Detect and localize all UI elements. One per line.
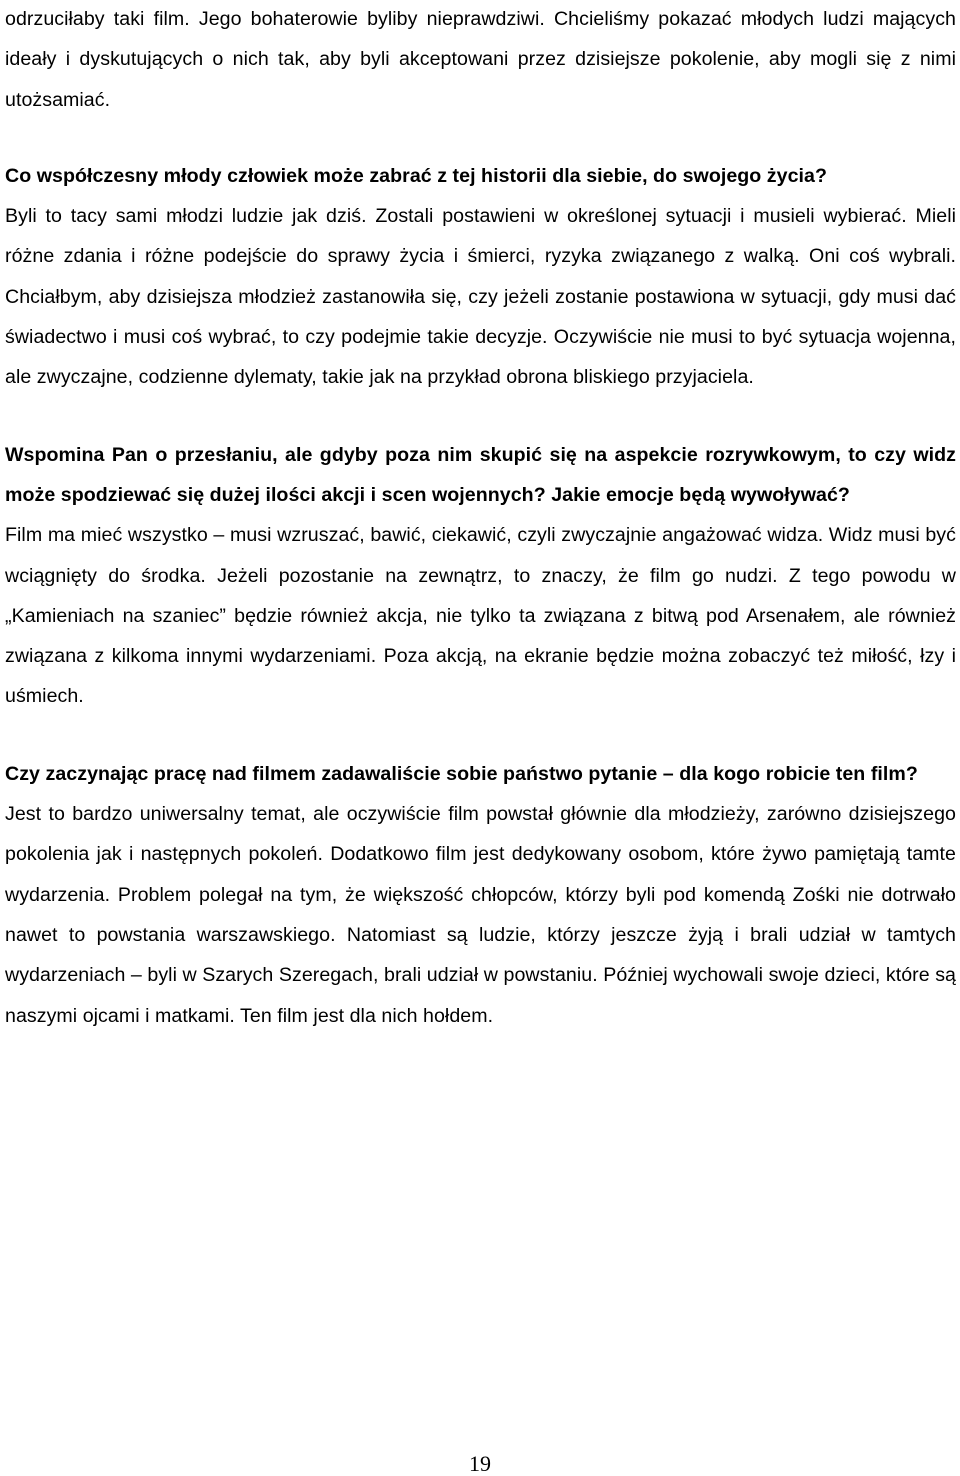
interview-question-1: Co współczesny młody człowiek może zabrać z tej historii dla siebie, do swojego życia? [5,164,828,187]
document-page [5,0,956,1036]
interview-answer-1: Byli to tacy sami młodzi ludzie jak dziś. Zostali postawieni w określonej sytuacji i musieli wybierać. Mieli różne zdania i różne podejście do sprawy życia i śmierci, ryzyka związanego z walką. Oni coś wybrali. Chciałbym, aby dzisiejsza młodzież zastanowiła się, czy jeżeli zostanie postawiona w sytuacji, gdy musi dać świadectwo i musi coś wybrać, to czy podejmie takie decyzje. Oczywiście nie musi to być sytuacja wojenna, ale zwyczajne, codzienne dylematy, takie jak na przykład obrona bliskiego przyjaciela. [5,205,956,389]
interview-answer-3: Jest to bardzo uniwersalny temat, ale oczywiście film powstał głównie dla młodzieży, zarówno dzisiejszego pokolenia jak i następnych pokoleń. Dodatkowo film jest dedykowany osobom, które żywo pamiętają tamte wydarzenia. Problem polegał na tym, że większość chłopców, którzy byli pod komendą Zośki nie dotrwało nawet to powstania warszawskiego. Natomiast są ludzie, którzy jeszcze żyją i brali udział w tamtych wydarzeniach – byli w Szarych Szeregach, brali udział w powstaniu. Później wychowali swoje dzieci, które są naszymi ojcami i matkami. Ten film jest dla nich hołdem. [5,803,956,1027]
interview-question-3: Czy zaczynając pracę nad filmem zadawaliście sobie państwo pytanie – dla kogo robicie ten film? [5,762,918,785]
page-number: 19 [469,1451,491,1476]
intro-paragraph: odrzuciłaby taki film. Jego bohaterowie byliby nieprawdziwi. Chcieliśmy pokazać młodych ludzi mających ideały i dyskutujących o nich tak, aby byli akceptowani przez dzisiejsze pokolenie, aby mogli się z nimi utożsamiać. [5,8,956,111]
interview-answer-2: Film ma mieć wszystko – musi wzruszać, bawić, ciekawić, czyli zwyczajnie angażować widza. Widz musi być wciągnięty do środka. Jeżeli pozostanie na zewnątrz, to znaczy, że film go nudzi. Z tego powodu w „Kamieniach na szaniec” będzie również akcja, nie tylko ta związana z bitwą pod Arsenałem, ale również związana z kilkoma innymi wydarzeniami. Poza akcją, na ekranie będzie można zobaczyć też miłość, łzy i uśmiech. [5,524,956,708]
interview-question-2: Wspomina Pan o przesłaniu, ale gdyby poza nim skupić się na aspekcie rozrywkowym, to czy widz może spodziewać się dużej ilości akcji i scen wojennych? Jakie emocje będą wywoływać? [5,443,956,506]
